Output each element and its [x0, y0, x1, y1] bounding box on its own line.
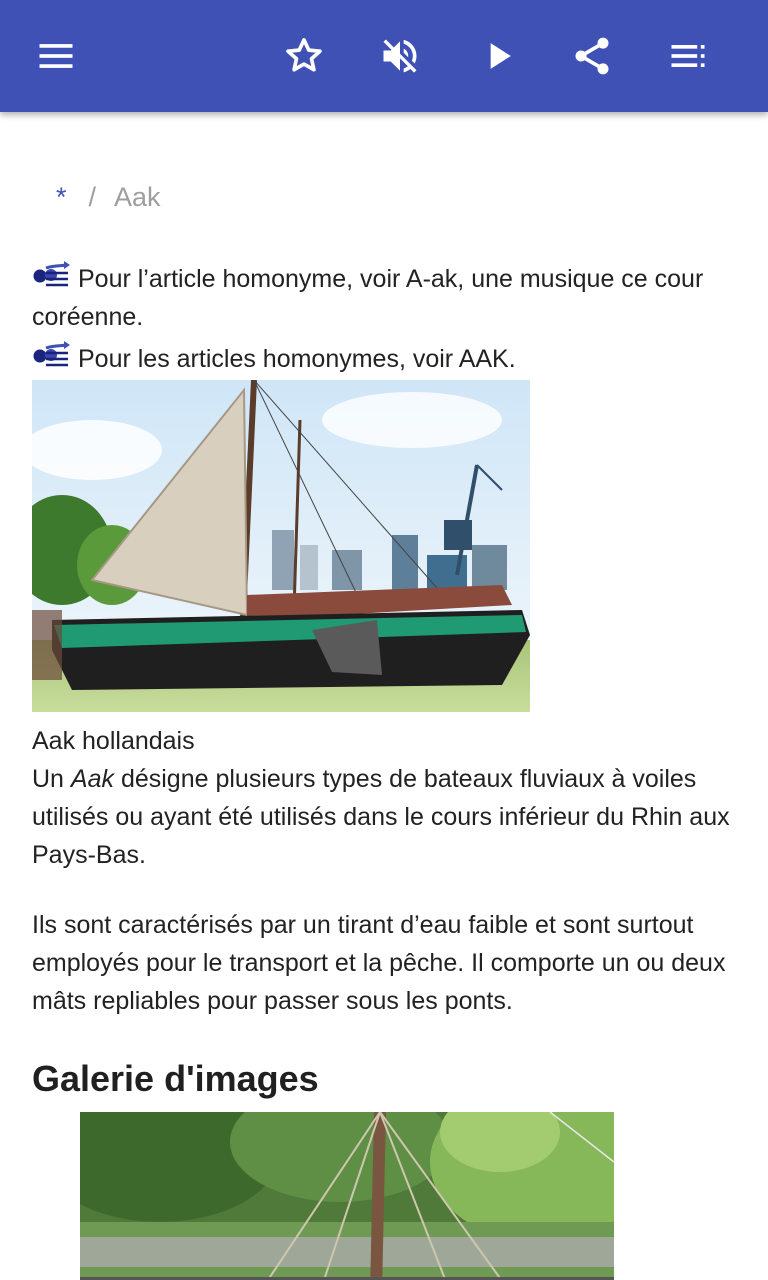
main-image[interactable] [32, 380, 530, 712]
play-icon [476, 34, 520, 78]
gallery-heading: Galerie d'images [32, 1058, 319, 1099]
breadcrumb-current: Aak [114, 182, 161, 212]
breadcrumb-separator: / [88, 182, 97, 212]
share-button[interactable] [564, 28, 620, 84]
play-button[interactable] [470, 28, 526, 84]
disambiguation-icon [32, 339, 72, 371]
hatnote [32, 339, 740, 378]
intro-term: Aak [70, 765, 114, 793]
gallery-boat-photo [80, 1112, 614, 1280]
volume-off-icon [378, 34, 422, 78]
hatnote [32, 259, 740, 336]
contents-menu-button[interactable] [660, 28, 716, 84]
intro-paragraph [32, 760, 740, 874]
intro-text: désigne plusieurs types de bateaux fluviaux à voiles utilisés ou ayant été utilisés dans le cours inférieur du Rhin aux Pays-Bas. [32, 765, 730, 869]
app-bar [0, 0, 768, 112]
mute-button[interactable] [372, 28, 428, 84]
hamburger-menu-icon [34, 34, 78, 78]
share-icon [570, 34, 614, 78]
menu-button[interactable] [28, 28, 84, 84]
star-outline-icon [282, 34, 326, 78]
sailboat-photo [32, 380, 530, 712]
breadcrumb-home-link[interactable]: * [56, 182, 67, 212]
image-caption: Aak hollandais [32, 727, 195, 755]
favorite-button[interactable] [276, 28, 332, 84]
gallery-image[interactable] [80, 1112, 614, 1280]
article-content [0, 112, 768, 1280]
description-paragraph: Ils sont caractérisés par un tirant d’eau faible et sont surtout employés pour le transport et la pêche. Il comporte un ou deux mâts repliables pour passer sous les ponts. [32, 911, 726, 1015]
intro-prefix: Un [32, 765, 71, 793]
hatnote-text: Pour les articles homonymes, voir AAK. [78, 345, 516, 373]
playlist-menu-icon [666, 34, 710, 78]
disambiguation-icon [32, 259, 72, 291]
breadcrumb [56, 182, 161, 213]
hatnote-text: Pour l’article homonyme, voir A-ak, une musique ce cour coréenne. [32, 265, 704, 331]
